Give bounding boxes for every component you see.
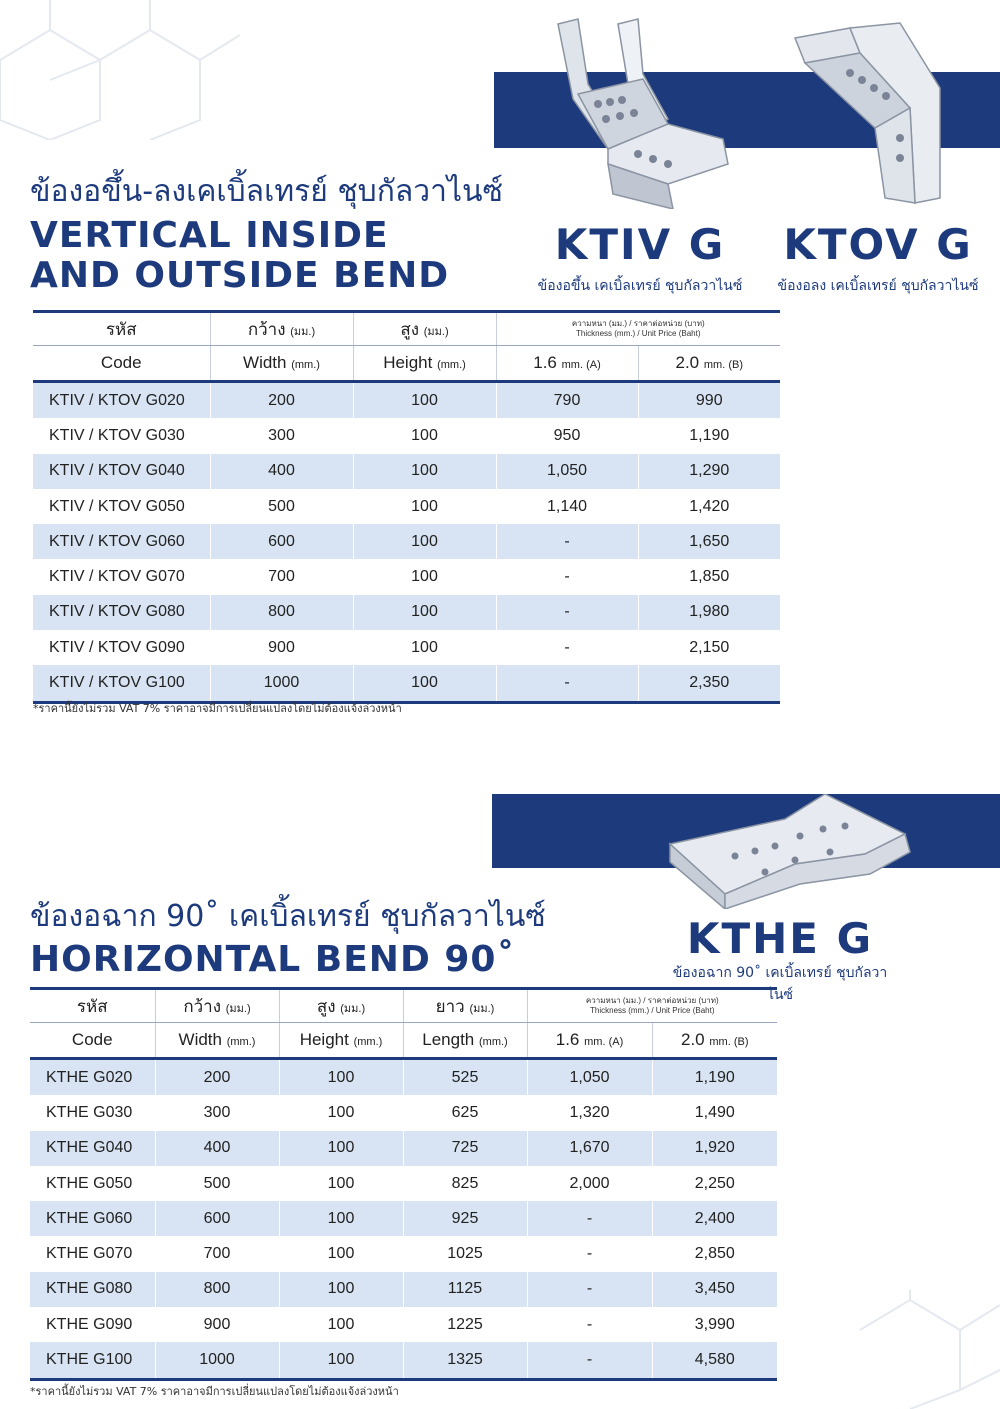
cell-code: KTHE G030 (46, 1103, 133, 1121)
cell-value: 200 (155, 1059, 279, 1096)
cell-value: 400 (210, 454, 353, 489)
cell-value: 1,650 (638, 524, 780, 559)
cell-value: 400 (155, 1131, 279, 1166)
kthe-bend-image (665, 794, 915, 909)
cell-value: 100 (353, 382, 496, 419)
cell-value: 900 (210, 630, 353, 665)
cell-value: - (527, 1342, 652, 1379)
section2-note: *ราคานี้ยังไม่รวม VAT 7% ราคาอาจมีการเปลี่ยนแปลงโดยไม่ต้องแจ้งล่วงหน้า (30, 1385, 399, 1398)
header-height-en: Height (mm.) (353, 346, 496, 382)
header-height-en: Height (mm.) (279, 1023, 403, 1059)
model-ktiv: KTIV G (554, 220, 726, 269)
cell-value: 1125 (403, 1272, 527, 1307)
cell-value: 100 (353, 489, 496, 524)
table-row (33, 382, 780, 419)
cell-value: - (527, 1236, 652, 1271)
cell-value: 625 (403, 1095, 527, 1130)
cell-code: KTHE G080 (30, 1272, 155, 1307)
cell-value: 990 (638, 382, 780, 419)
section2-title-en: HORIZONTAL BEND 90˚ (30, 939, 516, 980)
table-row (30, 1131, 777, 1166)
header-code-th: รหัส (33, 312, 210, 346)
header-thickness-a: 1.6 mm. (A) (527, 1023, 652, 1059)
header-height-th: สูง (มม.) (279, 989, 403, 1023)
cell-value: 2,150 (638, 630, 780, 665)
cell-value: - (527, 1272, 652, 1307)
cell-value: 100 (353, 665, 496, 702)
cell-code: KTHE G070 (46, 1245, 133, 1263)
cell-value: 2,250 (652, 1166, 777, 1201)
header-width-th: กว้าง (มม.) (210, 312, 353, 346)
table-row (30, 1095, 777, 1130)
cell-value: 600 (210, 524, 353, 559)
header-width-th: กว้าง (มม.) (155, 989, 279, 1023)
cell-code: KTHE G060 (30, 1201, 155, 1236)
ktiv-bend-image (548, 14, 738, 209)
cell-value: 100 (353, 595, 496, 630)
cell-value: 790 (496, 382, 638, 419)
cell-value: 1025 (403, 1236, 527, 1271)
header-length-th: ยาว (มม.) (403, 989, 527, 1023)
cell-value: 950 (496, 418, 638, 453)
vertical-bend-price-table (33, 310, 780, 704)
cell-value: 900 (155, 1307, 279, 1342)
model-ktov: KTOV G (783, 220, 973, 269)
header-thickness: ความหนา (มม.) / ราคาต่อหน่วย (บาท) Thickness (mm.) / Unit Price (Baht) (496, 312, 780, 346)
cell-value: 1,320 (527, 1095, 652, 1130)
cell-value: 500 (210, 489, 353, 524)
cell-value: 800 (155, 1272, 279, 1307)
cell-value: 2,850 (652, 1236, 777, 1271)
header-code-th: รหัส (30, 989, 155, 1023)
cell-value: 100 (353, 418, 496, 453)
table-row (30, 1166, 777, 1201)
cell-value: 100 (279, 1307, 403, 1342)
cell-value: 1,190 (638, 418, 780, 453)
cell-value: 1,920 (652, 1131, 777, 1166)
cell-value: 2,400 (652, 1201, 777, 1236)
cell-value: 1,140 (496, 489, 638, 524)
cell-value: 100 (279, 1059, 403, 1096)
cell-value: 2,350 (638, 665, 780, 702)
cube-pattern-top-left (0, 0, 240, 140)
table-row (30, 1201, 777, 1236)
cell-value: 800 (210, 595, 353, 630)
header-length-en: Length (mm.) (403, 1023, 527, 1059)
section1-title-en-line2: AND OUTSIDE BEND (30, 255, 450, 296)
cell-value: 825 (403, 1166, 527, 1201)
cell-value: 100 (353, 524, 496, 559)
header-thickness-b: 2.0 mm. (B) (638, 346, 780, 382)
table-row (30, 1272, 777, 1307)
model-kthe-desc: ข้องอฉาก 90˚ เคเบิ้ลเทรย์ ชุบกัลวาไนซ์ (672, 965, 888, 1003)
table-row (30, 1059, 777, 1096)
cell-value: - (527, 1201, 652, 1236)
cell-value: 200 (210, 382, 353, 419)
cell-value: 100 (353, 630, 496, 665)
cell-value: 1225 (403, 1307, 527, 1342)
cell-code: KTHE G050 (46, 1174, 133, 1192)
cell-value: 100 (279, 1201, 403, 1236)
cell-value: - (496, 665, 638, 702)
cell-value: 600 (155, 1201, 279, 1236)
cell-value: 1,290 (638, 454, 780, 489)
cell-code: KTIV / KTOV G030 (49, 426, 185, 444)
cell-value: 1,490 (652, 1095, 777, 1130)
cell-code: KTIV / KTOV G070 (49, 568, 185, 586)
table-row (33, 524, 780, 559)
section1-title-en-line1: VERTICAL INSIDE (30, 215, 389, 256)
cell-value: 1,670 (527, 1131, 652, 1166)
cell-value: - (496, 524, 638, 559)
cell-value: 100 (353, 559, 496, 594)
cell-code: KTIV / KTOV G040 (33, 454, 210, 489)
cell-value: 500 (155, 1166, 279, 1201)
cell-code: KTIV / KTOV G050 (49, 497, 185, 515)
table-row (33, 418, 780, 453)
model-ktiv-desc: ข้องอขึ้น เคเบิ้ลเทรย์ ชุบกัลวาไนซ์ (537, 278, 743, 294)
header-width-en: Width (mm.) (155, 1023, 279, 1059)
cell-value: 100 (279, 1236, 403, 1271)
cell-code: KTIV / KTOV G090 (49, 638, 185, 656)
cell-value: 1,190 (652, 1059, 777, 1096)
cell-value: 300 (155, 1095, 279, 1130)
cell-value: 700 (155, 1236, 279, 1271)
cell-value: 2,000 (527, 1166, 652, 1201)
cell-code: KTHE G040 (30, 1131, 155, 1166)
cell-code: KTIV / KTOV G080 (33, 595, 210, 630)
table-row (33, 595, 780, 630)
header-height-th: สูง (มม.) (353, 312, 496, 346)
cell-value: 300 (210, 418, 353, 453)
cell-value: 925 (403, 1201, 527, 1236)
cell-value: 725 (403, 1131, 527, 1166)
cell-code: KTIV / KTOV G100 (33, 665, 210, 702)
table-row (33, 665, 780, 702)
cell-value: 1,050 (527, 1059, 652, 1096)
header-code-en: Code (33, 346, 210, 382)
cell-value: 100 (279, 1095, 403, 1130)
cell-code: KTIV / KTOV G060 (33, 524, 210, 559)
cube-pattern-bottom-right (820, 1290, 1000, 1409)
table-row (30, 1307, 777, 1342)
ktov-bend-image (790, 18, 970, 208)
cell-code: KTHE G100 (30, 1342, 155, 1379)
section2-title-th: ข้องอฉาก 90˚ เคเบิ้ลเทรย์ ชุบกัลวาไนซ์ (30, 899, 546, 934)
header-code-en: Code (30, 1023, 155, 1059)
header-thickness: ความหนา (มม.) / ราคาต่อหน่วย (บาท) Thickness (mm.) / Unit Price (Baht) (527, 989, 777, 1023)
table-row (33, 559, 780, 594)
cell-value: 700 (210, 559, 353, 594)
cell-value: 100 (279, 1272, 403, 1307)
vertical-bend-rows (33, 382, 780, 703)
header-width-en: Width (mm.) (210, 346, 353, 382)
cell-value: 100 (279, 1131, 403, 1166)
section1-note: *ราคานี้ยังไม่รวม VAT 7% ราคาอาจมีการเปลี่ยนแปลงโดยไม่ต้องแจ้งล่วงหน้า (33, 702, 402, 715)
horizontal-bend-rows (30, 1059, 777, 1380)
cell-value: 100 (353, 454, 496, 489)
cell-value: 1,980 (638, 595, 780, 630)
header-thickness-a: 1.6 mm. (A) (496, 346, 638, 382)
cell-value: - (496, 595, 638, 630)
model-kthe: KTHE G (686, 914, 874, 963)
cell-value: 1,420 (638, 489, 780, 524)
cell-value: 1000 (210, 665, 353, 702)
cell-value: - (527, 1307, 652, 1342)
cell-value: 1,850 (638, 559, 780, 594)
cell-code: KTHE G020 (30, 1059, 155, 1096)
cell-value: 3,990 (652, 1307, 777, 1342)
cell-value: 1000 (155, 1342, 279, 1379)
cell-value: 3,450 (652, 1272, 777, 1307)
table-row (33, 454, 780, 489)
cell-value: - (496, 559, 638, 594)
section1-title-th: ข้องอขึ้น-ลงเคเบิ้ลเทรย์ ชุบกัลวาไนซ์ (30, 174, 503, 209)
table-row (30, 1342, 777, 1379)
cell-value: 100 (279, 1342, 403, 1379)
header-thickness-b: 2.0 mm. (B) (652, 1023, 777, 1059)
cell-code: KTHE G090 (46, 1315, 133, 1333)
horizontal-bend-price-table (30, 987, 777, 1381)
cell-value: 1325 (403, 1342, 527, 1379)
cell-value: 525 (403, 1059, 527, 1096)
table-row (33, 630, 780, 665)
table-row (30, 1236, 777, 1271)
cell-value: - (496, 630, 638, 665)
model-ktov-desc: ข้องอลง เคเบิ้ลเทรย์ ชุบกัลวาไนซ์ (777, 278, 979, 294)
table-row (33, 489, 780, 524)
cell-value: 1,050 (496, 454, 638, 489)
cell-code: KTIV / KTOV G020 (33, 382, 210, 419)
cell-value: 100 (279, 1166, 403, 1201)
cell-value: 4,580 (652, 1342, 777, 1379)
